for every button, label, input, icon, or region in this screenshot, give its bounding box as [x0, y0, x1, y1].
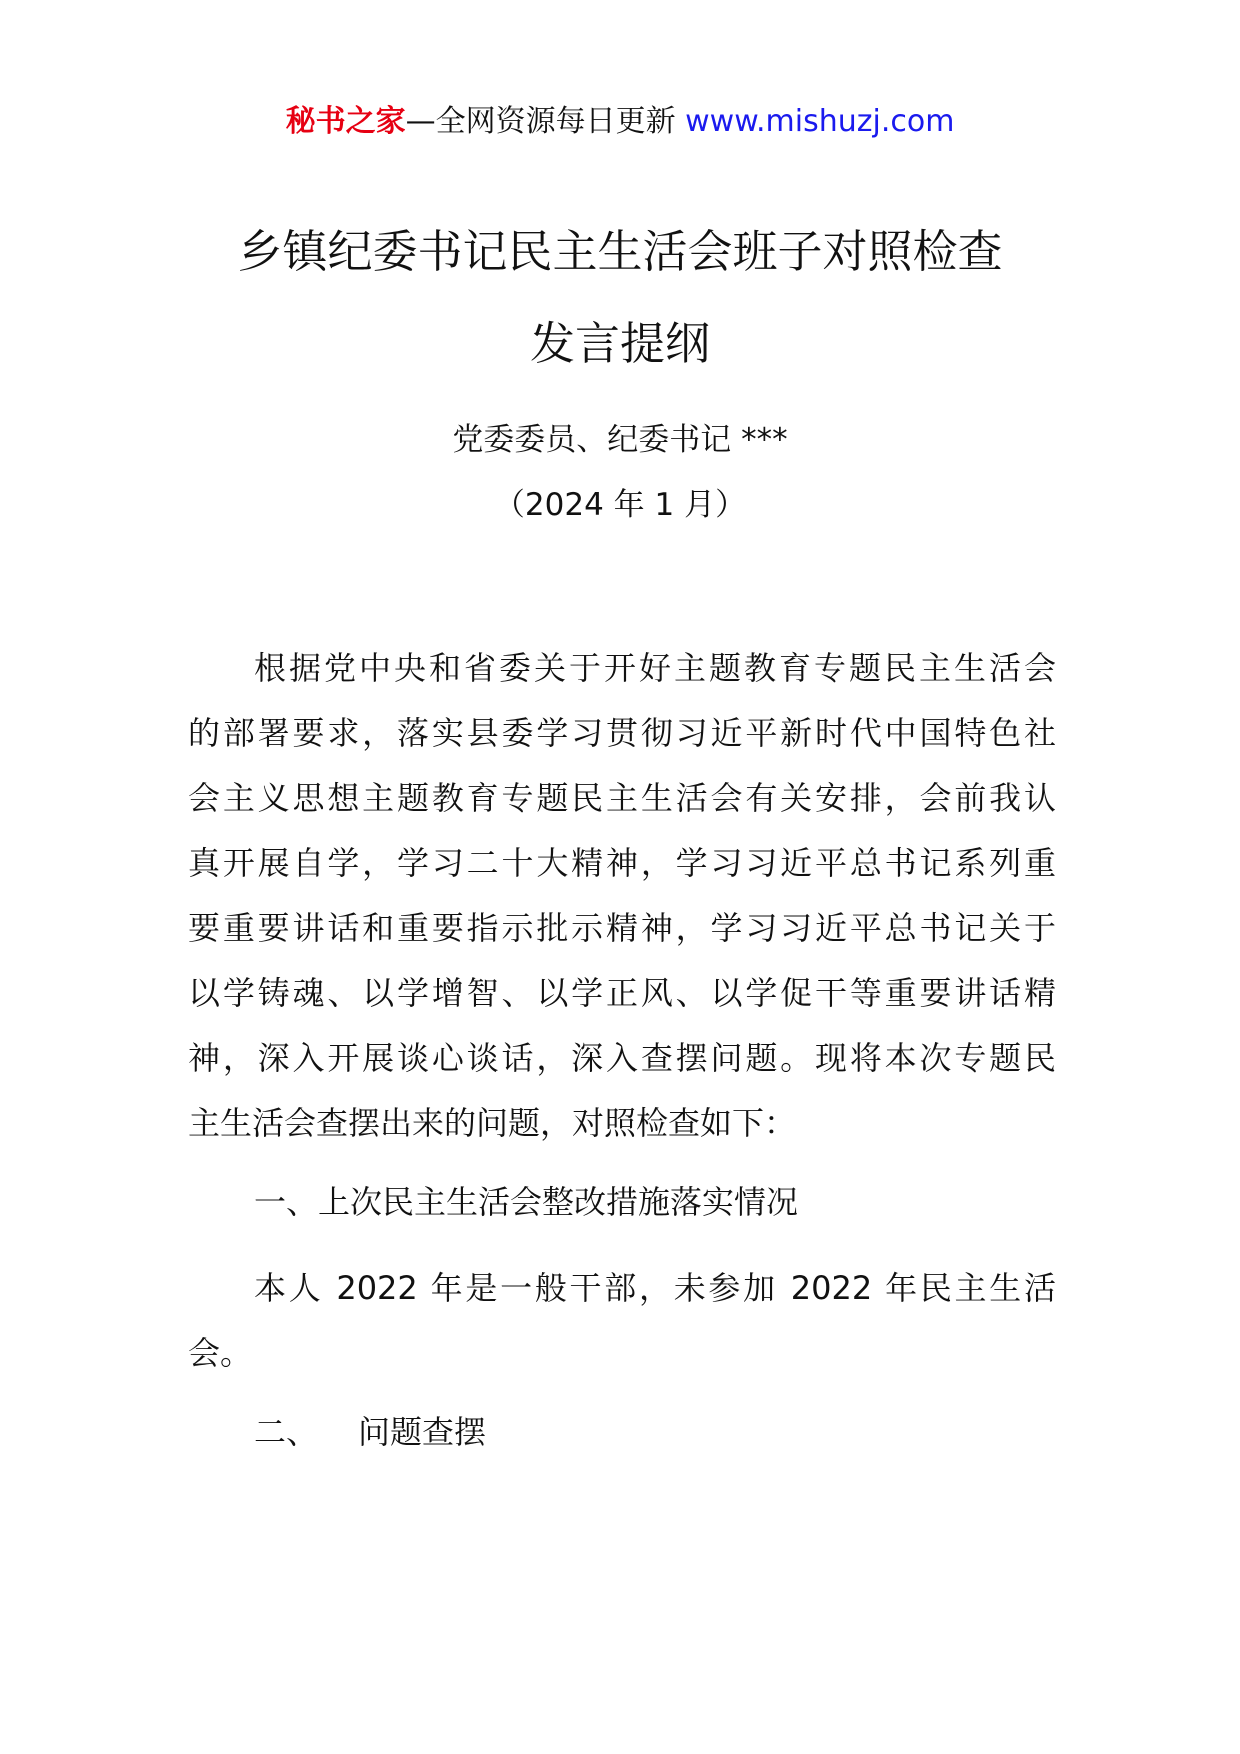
paragraph-line: 以学铸魂、以学增智、以学正风、以学促干等重要讲话精 — [188, 974, 1056, 1012]
paragraph-line: 真开展自学，学习二十大精神，学习习近平总书记系列重 — [188, 844, 1056, 882]
section-1-paragraph — [188, 1256, 1056, 1386]
paragraph-line: 根据党中央和省委关于开好主题教育专题民主生活会 — [254, 649, 1056, 687]
paragraph-line: 神，深入开展谈心谈话，深入查摆问题。现将本次专题民 — [188, 1039, 1056, 1077]
section-heading-2 — [254, 1410, 486, 1454]
section-title: 问题查摆 — [358, 1413, 487, 1451]
document-date: （2024 年 1 月） — [493, 487, 747, 523]
brand-name: 秘书之家 — [285, 104, 406, 139]
paragraph-line: 本人 2022 年是一般干部，未参加 2022 年民主生活 — [254, 1269, 1056, 1307]
intro-paragraph — [188, 636, 1056, 1156]
document-title-line-2: 发言提纲 — [529, 317, 710, 370]
paragraph-line: 会主义思想主题教育专题民主生活会有关安排，会前我认 — [188, 779, 1056, 817]
document-author: 党委委员、纪委书记 *** — [452, 422, 788, 458]
paragraph-line: 主生活会查摆出来的问题，对照检查如下： — [188, 1104, 797, 1142]
site-slogan: —全网资源每日更新 — [405, 104, 686, 139]
paragraph-line: 的部署要求，落实县委学习贯彻习近平新时代中国特色社 — [188, 714, 1056, 752]
site-url-link[interactable]: www.mishuzj.com — [685, 104, 955, 139]
paragraph-line: 要重要讲话和重要指示批示精神，学习习近平总书记关于 — [188, 909, 1056, 947]
section-heading-1: 一、上次民主生活会整改措施落实情况 — [254, 1183, 799, 1221]
document-title-line-1: 乡镇纪委书记民主生活会班子对照检查 — [237, 225, 1003, 278]
section-number: 二、 — [254, 1413, 319, 1451]
paragraph-line: 会。 — [188, 1334, 253, 1372]
site-header — [0, 102, 1240, 142]
